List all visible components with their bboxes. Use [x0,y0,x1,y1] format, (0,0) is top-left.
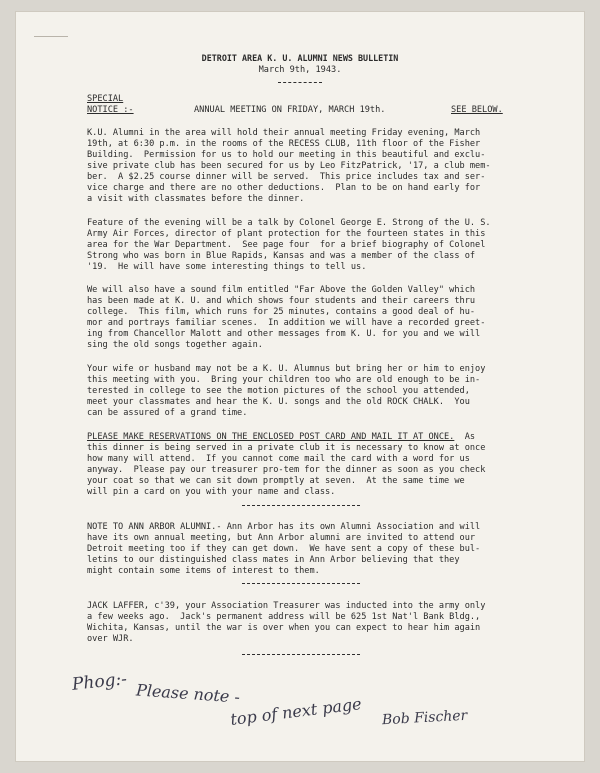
handwritten-instruction: top of next page [229,694,363,729]
text-line: '19. He will have some interesting things to tell us. [87,262,367,272]
handwritten-note: Please note - [135,680,241,707]
special-label: SPECIAL [87,94,124,104]
text-line: over WJR. [87,634,134,644]
section-rule [242,583,360,584]
text-line: letins to our distinguished class mates in Ann Arbor believing that they [87,555,460,565]
text-line: Strong who was born in Blue Rapids, Kansas and was a member of the class of [87,251,476,261]
text-line: how many will attend. If you cannot come mail the card with a word for us [87,454,470,464]
header-rule [278,82,322,83]
text-line: sing the old songs together again. [87,340,263,350]
notice-headline: ANNUAL MEETING ON FRIDAY, MARCH 19th. [194,105,386,115]
section-rule [242,654,360,655]
text-line: ber. A $2.25 course dinner will be served. This price includes tax and ser- [87,172,486,182]
paper-mark [34,36,68,37]
text-line: K.U. Alumni in the area will hold their annual meeting Friday evening, March [87,128,481,138]
text-line: this meeting with you. Bring your children too who are old enough to be in- [87,375,481,385]
notice-label: NOTICE :- [87,105,134,115]
text-line: a few weeks ago. Jack's permanent address will be 625 1st Nat'l Bank Bldg., [87,612,481,622]
bulletin-title: DETROIT AREA K. U. ALUMNI NEWS BULLETIN [201,53,399,63]
text-line: have its own annual meeting, but Ann Arbor alumni are invited to attend our [87,533,476,543]
text-line: JACK LAFFER, c'39, your Association Treasurer was inducted into the army only [87,601,486,611]
text-line: Wichita, Kansas, until the war is over when you can expect to hear him again [87,623,481,633]
text-line: 19th, at 6:30 p.m. in the rooms of the RECESS CLUB, 11th floor of the Fisher [87,139,481,149]
text-line: area for the War Department. See page four for a brief biography of Colonel [87,240,486,250]
text-line: might contain some items of interest to them. [87,566,320,576]
text-line: vice charge and there are no other deductions. Plan to be on hand early for [87,183,481,193]
handwritten-salutation: Phog:- [71,669,128,695]
text-line: anyway. Please pay our treasurer pro-tem for the dinner as soon as you check [87,465,486,475]
text-line: Detroit meeting too if they can get down. We have sent a copy of these bul- [87,544,481,554]
text-line: NOTE TO ANN ARBOR ALUMNI.- Ann Arbor has its own Alumni Association and will [87,522,481,532]
text-line: Feature of the evening will be a talk by Colonel George E. Strong of the U. S. [87,218,491,228]
reservations-headline-tail: As [454,432,476,442]
text-line: sive private club has been secured for us by Leo FitzPatrick, '17, a club mem- [87,161,491,171]
text-line: this dinner is being served in a private club it is necessary to know at once [87,443,486,453]
text-line: terested in college to see the motion pictures of the school you attended, [87,386,470,396]
text-line: Army Air Forces, director of plant protection for the fourteen states in this [87,229,486,239]
see-below: SEE BELOW. [451,105,503,115]
handwritten-signature: Bob Fischer [381,707,468,729]
section-rule [242,505,360,506]
bulletin-page [16,12,584,761]
text-line: a visit with classmates before the dinner. [87,194,305,204]
text-line: meet your classmates and hear the K. U. songs and the old ROCK CHALK. You [87,397,470,407]
text-line: ing from Chancellor Malott and other messages from K. U. for you and we will [87,329,481,339]
text-line: your coat so that we can sit down promptly at seven. At the same time we [87,476,465,486]
text-line: college. This film, which runs for 25 minutes, contains a good deal of hu- [87,307,476,317]
bulletin-date: March 9th, 1943. [258,65,342,75]
text-line: can be assured of a grand time. [87,408,248,418]
text-line: mor and portrays familiar scenes. In addition we will have a recorded greet- [87,318,486,328]
text-line: Building. Permission for us to hold our meeting in this beautiful and exclu- [87,150,486,160]
text-line: We will also have a sound film entitled "Far Above the Golden Valley" which [87,285,476,295]
text-line: will pin a card on you with your name and class. [87,487,336,497]
reservations-headline: PLEASE MAKE RESERVATIONS ON THE ENCLOSED POST CARD AND MAIL IT AT ONCE. [87,432,455,442]
reservations-headline-line [87,432,475,443]
text-line: has been made at K. U. and which shows four students and their careers thru [87,296,476,306]
text-line: Your wife or husband may not be a K. U. Alumnus but bring her or him to enjoy [87,364,486,374]
